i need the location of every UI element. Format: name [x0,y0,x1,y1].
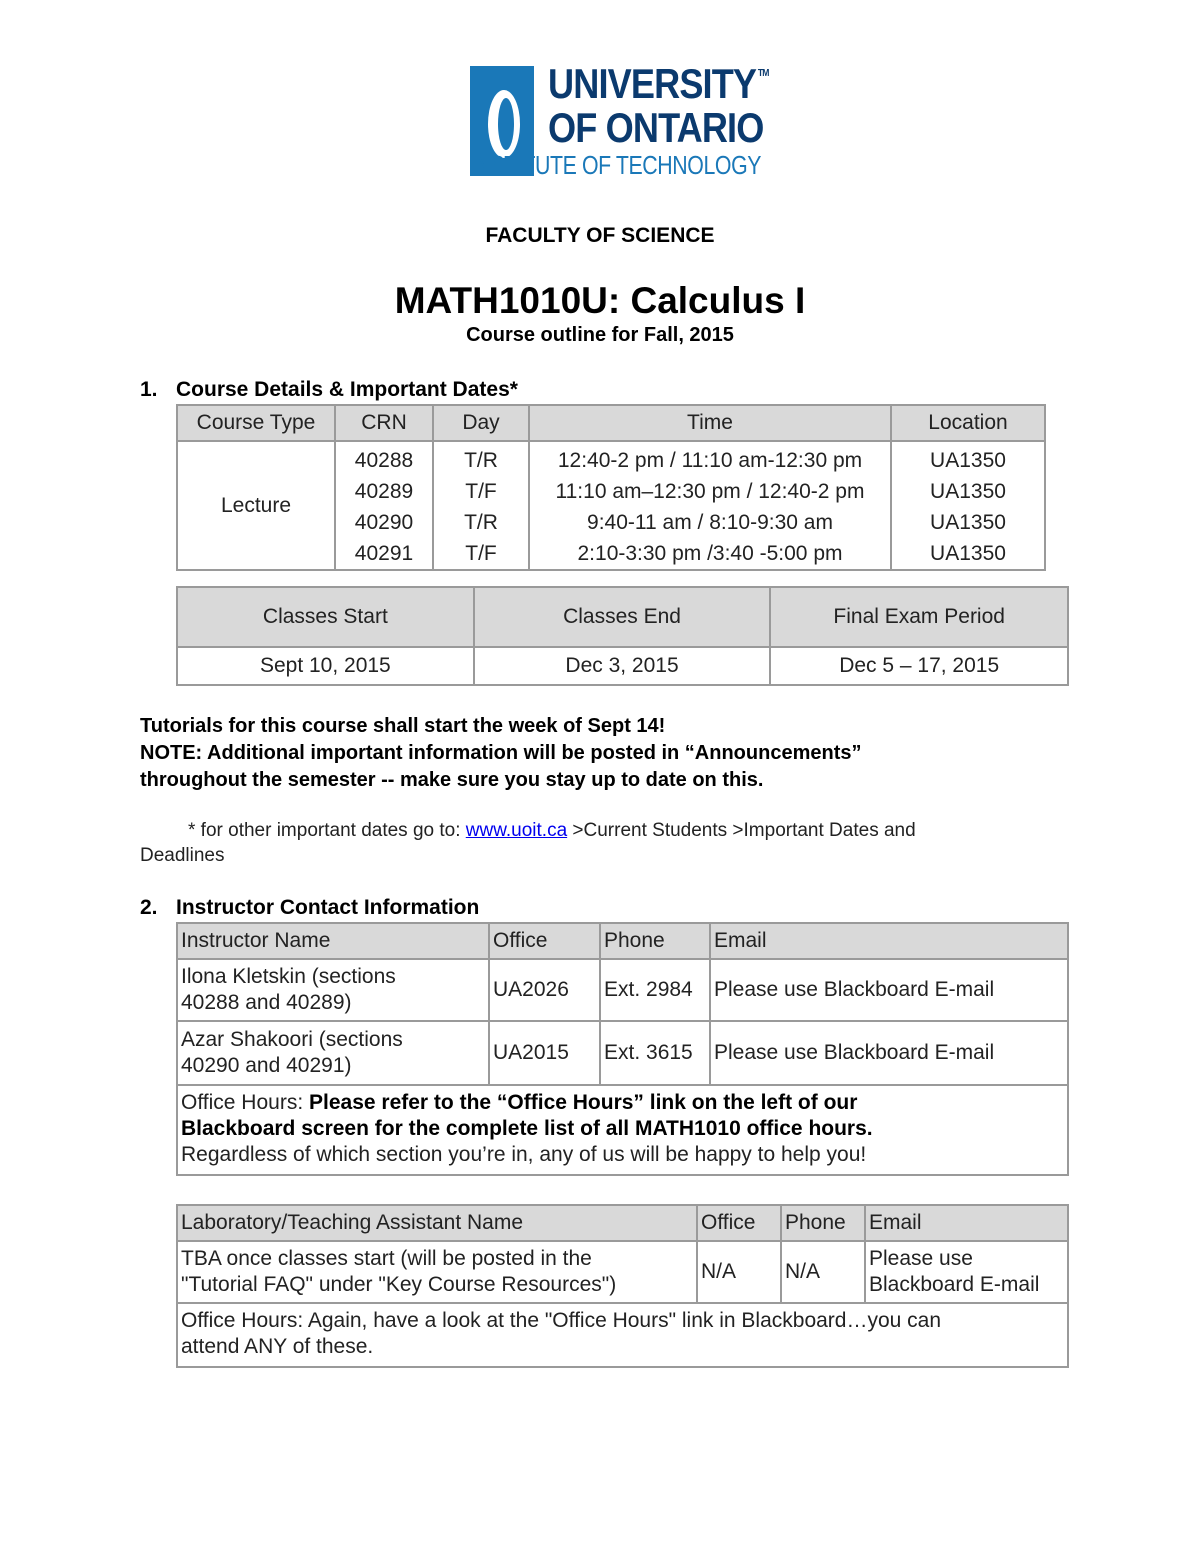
table-header-row [177,405,1045,441]
phone-cell: N/A [781,1241,865,1303]
table-row [177,1241,1068,1303]
uoit-link[interactable]: www.uoit.ca [465,820,568,841]
day-cell: T/F [433,538,529,570]
column-header: Location [891,405,1045,441]
table-row [177,1085,1068,1175]
ta-office-hours-cell: Office Hours: Again, have a look at the "Office Hours" link in Blackboard…you can attend ANY of these. [177,1303,1068,1367]
column-header: Phone [600,923,710,959]
table-row [177,1303,1068,1367]
office-cell: UA2026 [489,959,600,1021]
column-header: Final Exam Period [770,587,1068,647]
classes-start-cell: Sept 10, 2015 [177,647,474,685]
course-details-table [176,404,1046,571]
column-header: Course Type [177,405,335,441]
logo-text-institute: INSTITUTE OF TECHNOLOGY [470,150,762,180]
table-header-row [177,587,1068,647]
section-1-heading: 1. Course Details & Important Dates* [140,378,518,401]
office-hours-cell: Office Hours: Please refer to the “Office Hours” link on the left of our Blackboard screen for the complete list of all MATH1010 office hours. Regardless of which section you’re in, any of us will be happy to help you! [177,1085,1068,1175]
table-row [177,441,1045,476]
faculty-heading: FACULTY OF SCIENCE [485,224,715,247]
course-subtitle: Course outline for Fall, 2015 [466,324,734,346]
tutorial-note: Tutorials for this course shall start the week of Sept 14! [140,715,666,737]
instructor-name-cell: Azar Shakoori (sections 40290 and 40291) [177,1021,489,1085]
column-header: Email [865,1205,1068,1241]
announcement-note: NOTE: Additional important information will be posted in “Announcements” [140,742,862,764]
important-dates-footnote: * for other important dates go to: www.uoit.ca >Current Students >Important Dates and Deadlines [140,820,916,866]
university-logo [470,60,790,180]
course-title: MATH1010U: Calculus I [394,280,806,321]
table-header-row [177,923,1068,959]
day-cell: T/F [433,476,529,507]
location-cell: UA1350 [891,538,1045,570]
column-header: CRN [335,405,433,441]
day-cell: T/R [433,441,529,476]
important-dates-table [176,586,1069,686]
column-header: Time [529,405,891,441]
crn-cell: 40291 [335,538,433,570]
ta-name-cell: TBA once classes start (will be posted in the "Tutorial FAQ" under "Key Course Resources") [177,1241,697,1303]
crn-cell: 40288 [335,441,433,476]
email-cell: Please use Blackboard E-mail [865,1241,1068,1303]
column-header: Day [433,405,529,441]
instructor-name-cell: Ilona Kletskin (sections 40288 and 40289) [177,959,489,1021]
column-header: Phone [781,1205,865,1241]
phone-cell: Ext. 3615 [600,1021,710,1085]
column-header: Laboratory/Teaching Assistant Name [177,1205,697,1241]
time-cell: 2:10-3:30 pm /3:40 -5:00 pm [529,538,891,570]
office-cell: UA2015 [489,1021,600,1085]
announcement-note-cont: throughout the semester -- make sure you stay up to date on this. [140,769,764,791]
time-cell: 9:40-11 am / 8:10-9:30 am [529,507,891,538]
table-row [177,647,1068,685]
day-cell: T/R [433,507,529,538]
course-type-cell: Lecture [177,441,335,570]
column-header: Classes End [474,587,771,647]
logo-text-of-ontario: OF ONTARIO [548,104,764,151]
location-cell: UA1350 [891,476,1045,507]
email-cell: Please use Blackboard E-mail [710,959,1068,1021]
logo-text-university: UNIVERSITY ™ [548,60,769,107]
column-header: Email [710,923,1068,959]
instructor-table [176,922,1069,1176]
table-row [177,959,1068,1021]
table-row [177,1021,1068,1085]
time-cell: 11:10 am–12:30 pm / 12:40-2 pm [529,476,891,507]
column-header: Instructor Name [177,923,489,959]
column-header: Office [489,923,600,959]
final-exam-cell: Dec 5 – 17, 2015 [770,647,1068,685]
crn-cell: 40289 [335,476,433,507]
location-cell: UA1350 [891,507,1045,538]
office-cell: N/A [697,1241,781,1303]
phone-cell: Ext. 2984 [600,959,710,1021]
section-2-heading: 2. Instructor Contact Information [140,896,480,919]
classes-end-cell: Dec 3, 2015 [474,647,771,685]
location-cell: UA1350 [891,441,1045,476]
crn-cell: 40290 [335,507,433,538]
column-header: Office [697,1205,781,1241]
table-header-row [177,1205,1068,1241]
column-header: Classes Start [177,587,474,647]
time-cell: 12:40-2 pm / 11:10 am-12:30 pm [529,441,891,476]
teaching-assistant-table [176,1204,1069,1368]
email-cell: Please use Blackboard E-mail [710,1021,1068,1085]
